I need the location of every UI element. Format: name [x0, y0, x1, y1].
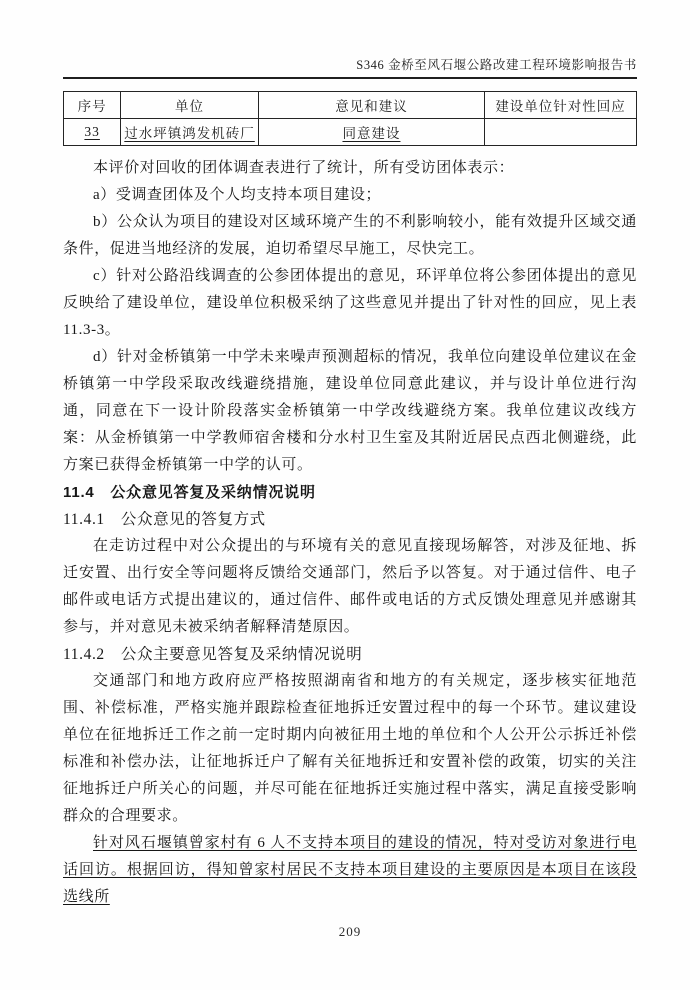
- report-title: S346 金桥至风石堰公路改建工程环境影响报告书: [356, 58, 637, 72]
- list-item-c: c）针对公路沿线调查的公参团体提出的意见，环评单位将公参团体提出的意见反映给了建设单位，建设单位积极采纳了这些意见并提出了针对性的回应，见上表 11.3-3。: [63, 268, 637, 338]
- section-heading-11-4-2: 11.4.2 公众主要意见答复及采纳情况说明: [63, 646, 363, 663]
- cell-number: 33: [64, 119, 121, 146]
- page-number: 209: [338, 924, 362, 939]
- cell-unit: 过水坪镇鸿发机砖厂: [121, 119, 259, 146]
- cell-opinion: 同意建设: [258, 119, 484, 146]
- paragraph-land-acquisition: 交通部门和地方政府应严格按照湖南省和地方的有关规定，逐步核实征地范围、补偿标准，严格实施并跟踪检查征地拆迁安置过程中的每一个环节。建议建设单位在征地拆迁工作之前一定时期内向被征用土地的单位和个人公开公示拆迁补偿标准和补偿办法，让征地拆迁户了解有关征地拆迁和安置补偿的政策，切实的关注征地拆迁户所关心的问题，并尽可能在征地拆迁实施过程中落实，满足直接受影响群众的合理要求。: [63, 673, 637, 824]
- column-header-number: 序号: [64, 92, 121, 119]
- column-header-response: 建设单位针对性回应: [485, 92, 637, 119]
- table-row: [64, 119, 637, 146]
- column-header-opinion: 意见和建议: [258, 92, 484, 119]
- body-text: [63, 155, 637, 911]
- list-item-d: d）针对金桥镇第一中学未来噪声预测超标的情况，我单位向建设单位建议在金桥镇第一中学段采取改线避绕措施，建设单位同意此建议，并与设计单位进行沟通，同意在下一设计阶段落实金桥镇第一中学改线避绕方案。我单位建议改线方案：从金桥镇第一中学教师宿舍楼和分水村卫生室及其附近居民点西北侧避绕，此方案已获得金桥镇第一中学的认可。: [63, 349, 637, 473]
- paragraph-zengjia-village-callback: [63, 830, 637, 911]
- paragraph-survey-summary: 本评价对回收的团体调查表进行了统计，所有受访团体表示：: [93, 160, 515, 176]
- list-item-a: a）受调查团体及个人均支持本项目建设；: [93, 187, 382, 203]
- section-heading-11-4: 11.4 公众意见答复及采纳情况说明: [63, 484, 316, 501]
- report-header: [63, 55, 637, 79]
- cell-response: [485, 119, 637, 146]
- section-heading-11-4-1: 11.4.1 公众意见的答复方式: [63, 511, 266, 528]
- paragraph-reply-method: 在走访过程中对公众提出的与环境有关的意见直接现场解答，对涉及征地、拆迁安置、出行安全等问题将反馈给交通部门，然后予以答复。对于通过信件、电子邮件或电话方式提出建议的，通过信件、邮件或电话的方式反馈处理意见并感谢其参与，并对意见未被采纳者解释清楚原因。: [63, 538, 637, 635]
- column-header-unit: 单位: [121, 92, 259, 119]
- list-item-b: b）公众认为项目的建设对区域环境产生的不利影响较小，能有效提升区域交通条件，促进当地经济的发展，迫切希望尽早施工，尽快完工。: [63, 214, 637, 257]
- public-opinion-table: [63, 91, 637, 146]
- underlined-callback-text: 针对风石堰镇曾家村有 6 人不支持本项目的建设的情况，特对受访对象进行电话回访。根据回访，得知曾家村居民不支持本项目建设的主要原因是本项目在该段选线所: [63, 835, 637, 905]
- table-header-row: [64, 92, 637, 119]
